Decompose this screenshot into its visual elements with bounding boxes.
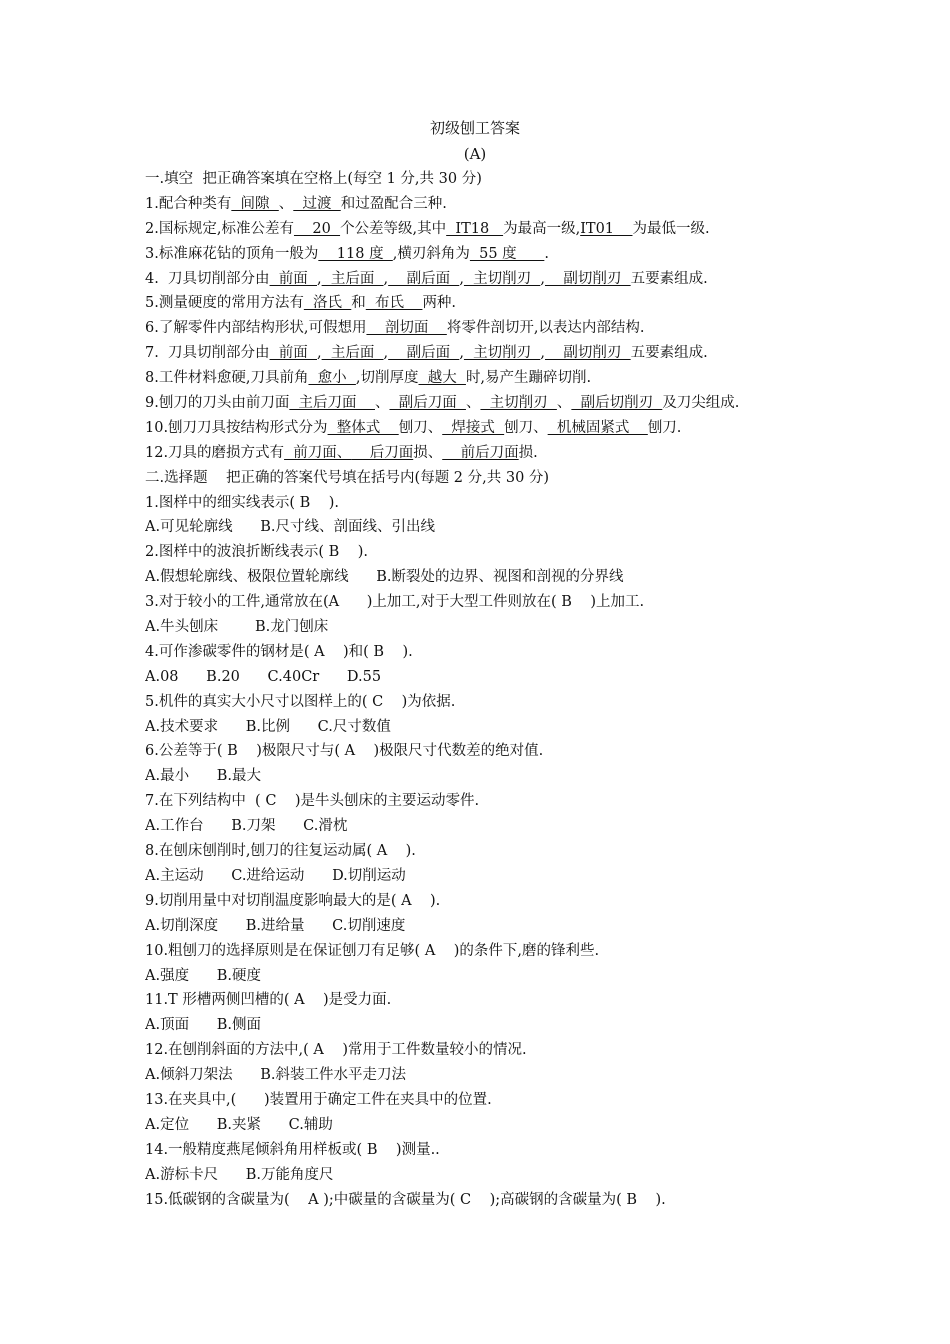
text-line xyxy=(145,540,925,565)
line-text: , xyxy=(459,270,464,287)
line-text: , xyxy=(540,345,545,362)
text-line xyxy=(145,192,925,217)
text-line xyxy=(145,1188,925,1213)
line-text: 9.切削用量中对切削温度影响最大的是( A ). xyxy=(145,892,441,909)
line-text: 二.选择题 把正确的答案代号填在括号内(每题 2 分,共 30 分) xyxy=(145,469,550,486)
text-line xyxy=(145,1063,925,1088)
text-line xyxy=(145,441,925,466)
text-line xyxy=(145,1138,925,1163)
line-text: A.顶面 B.侧面 xyxy=(145,1017,261,1034)
line-text: 刨刀. xyxy=(647,419,682,436)
text-line xyxy=(145,391,925,416)
text-line xyxy=(145,864,925,889)
text-line xyxy=(145,1013,925,1038)
answer-blank: 副后面 xyxy=(388,270,460,287)
text-line xyxy=(145,715,925,740)
line-text: 一.填空 把正确答案填在空格上(每空 1 分,共 30 分) xyxy=(145,171,482,187)
answer-blank: 主后面 xyxy=(321,345,384,362)
line-text: 11.T 形槽两侧凹槽的( A )是受力面. xyxy=(145,992,392,1009)
answer-blank: 主后刀面 xyxy=(289,395,375,412)
text-line xyxy=(145,1088,925,1113)
line-text: A.切削深度 B.进给量 C.切削速度 xyxy=(145,917,406,934)
line-text: . xyxy=(544,245,549,262)
line-text: A.主运动 C.进给运动 D.切削运动 xyxy=(145,867,406,884)
text-line xyxy=(145,939,925,964)
line-text: , xyxy=(317,345,322,362)
line-text: A.游标卡尺 B.万能角度尺 xyxy=(145,1166,334,1183)
answer-lines xyxy=(145,167,925,1212)
text-line xyxy=(145,640,925,665)
line-text: 时,易产生蹦碎切削. xyxy=(465,370,592,387)
text-line xyxy=(145,914,925,939)
line-text: ,横刃斜角为 xyxy=(392,245,470,262)
line-text: A.工作台 B.刀架 C.滑枕 xyxy=(145,818,348,835)
line-text: 为最高一级, xyxy=(503,220,581,237)
document-title: 初级刨工答案 xyxy=(429,119,520,137)
text-line xyxy=(145,814,925,839)
answer-blank: 整体式 xyxy=(327,419,399,436)
line-text: 10.粗刨刀的选择原则是在保证刨刀有足够( A )的条件下,磨的锋利些. xyxy=(145,942,600,959)
answer-blank: 越大 xyxy=(418,370,466,387)
text-line xyxy=(145,839,925,864)
line-text: 4. 刀具切削部分由 xyxy=(145,270,270,287)
line-text: 6.了解零件内部结构形状,可假想用 xyxy=(145,320,367,337)
text-line xyxy=(145,167,925,192)
answer-blank: 前刀面、 xyxy=(284,444,352,461)
text-line xyxy=(145,889,925,914)
line-text: , xyxy=(317,270,322,287)
line-text: 1.图样中的细实线表示( B ). xyxy=(145,494,339,511)
text-line xyxy=(145,1163,925,1188)
line-text: 2.国标规定,标准公差有 xyxy=(145,220,294,237)
line-text: 五要素组成. xyxy=(630,345,708,362)
answer-blank: 后刀面 xyxy=(351,444,414,461)
line-text: , xyxy=(540,270,545,287)
line-text: A.倾斜刀架法 B.斜装工件水平走刀法 xyxy=(145,1067,406,1084)
answer-blank: 副切削刃 xyxy=(544,345,631,362)
line-text: 13.在夹具中,( )装置用于确定工件在夹具中的位置. xyxy=(145,1091,492,1108)
answer-blank: 主后面 xyxy=(321,270,384,287)
text-line xyxy=(145,267,925,292)
answer-blank: 机械固紧式 xyxy=(547,419,648,436)
text-line xyxy=(145,416,925,441)
line-text: 8.工件材料愈硬,刀具前角 xyxy=(145,370,309,387)
line-text: 3.对于较小的工件,通常放在(A )上加工,对于大型工件则放在( B )上加工. xyxy=(145,594,645,611)
line-text: 7. 刀具切削部分由 xyxy=(145,345,270,362)
text-line xyxy=(145,690,925,715)
answer-blank: 焊接式 xyxy=(442,419,505,436)
line-text: ,切削厚度 xyxy=(355,370,419,387)
line-text: 14.一般精度燕尾倾斜角用样板或( B )测量.. xyxy=(145,1141,440,1158)
line-text: A.假想轮廓线、极限位置轮廓线 B.断裂处的边界、视图和剖视的分界线 xyxy=(145,569,624,586)
line-text: 12.刀具的磨损方式有 xyxy=(145,444,285,461)
line-text: 9.刨刀的刀头由前刀面 xyxy=(145,395,290,412)
text-line xyxy=(145,491,925,516)
answer-blank: 前面 xyxy=(269,270,317,287)
text-line xyxy=(145,341,925,366)
answer-blank: 20 xyxy=(293,220,341,237)
text-line xyxy=(145,1113,925,1138)
line-text: 10.刨刀刀具按结构形式分为 xyxy=(145,419,328,436)
line-text: , xyxy=(459,345,464,362)
answer-blank: 副切削刃 xyxy=(544,270,631,287)
line-text: , xyxy=(383,270,389,287)
line-text: , xyxy=(383,345,389,362)
answer-blank: IT01 xyxy=(580,220,633,237)
text-line xyxy=(145,665,925,690)
line-text: 和过盈配合三种. xyxy=(340,195,447,212)
answer-blank: 愈小 xyxy=(308,370,356,387)
line-text: A.最小 B.最大 xyxy=(145,768,261,785)
text-line xyxy=(145,217,925,242)
line-text: 1.配合种类有 xyxy=(145,195,232,212)
line-text: 将零件剖切开,以表达内部结构. xyxy=(446,320,645,337)
line-text: 7.在下列结构中 ( C )是牛头刨床的主要运动零件. xyxy=(145,793,480,810)
text-line xyxy=(145,515,925,540)
line-text: 两种. xyxy=(422,295,457,312)
line-text: 、 xyxy=(278,195,294,212)
line-text: 刨刀、 xyxy=(504,419,548,436)
document-subtitle: (A) xyxy=(463,145,487,163)
line-text: 5.测量硬度的常用方法有 xyxy=(145,295,304,312)
answer-blank: 副后切削刃 xyxy=(571,395,663,412)
line-text: 五要素组成. xyxy=(630,270,708,287)
text-line xyxy=(145,739,925,764)
line-text: 为最低一级. xyxy=(632,220,710,237)
text-line xyxy=(145,1038,925,1063)
answer-blank: 主切削刃 xyxy=(463,345,541,362)
text-line xyxy=(145,590,925,615)
answer-blank: 布氏 xyxy=(365,295,423,312)
line-text: 、 xyxy=(375,395,390,412)
answer-blank: 55 度 xyxy=(469,245,545,262)
line-text: 12.在刨削斜面的方法中,( A )常用于工件数量较小的情况. xyxy=(145,1042,527,1059)
answer-blank: 洛氏 xyxy=(303,295,352,312)
answer-blank: 前面 xyxy=(269,345,317,362)
text-line xyxy=(145,466,925,491)
line-text: 15.低碳钢的含碳量为( A );中碳量的含碳量为( C );高碳钢的含碳量为( B ). xyxy=(145,1191,666,1208)
answer-blank: 副后面 xyxy=(388,345,460,362)
answer-blank: 主切削刃 xyxy=(480,395,557,412)
line-text: A.定位 B.夹紧 C.辅助 xyxy=(145,1116,333,1133)
line-text: A.可见轮廓线 B.尺寸线、剖面线、引出线 xyxy=(145,519,435,536)
line-text: 8.在刨床刨削时,刨刀的往复运动属( A ). xyxy=(145,843,416,860)
text-line xyxy=(145,789,925,814)
text-line xyxy=(145,964,925,989)
line-text: 2.图样中的波浪折断线表示( B ). xyxy=(145,544,368,561)
answer-blank: 主切削刃 xyxy=(463,270,541,287)
line-text: 刨刀、 xyxy=(398,419,443,436)
line-text: A.技术要求 B.比例 C.尺寸数值 xyxy=(145,718,391,735)
text-line xyxy=(145,366,925,391)
line-text: 损、 xyxy=(413,444,443,461)
line-text: 个公差等级,其中 xyxy=(340,220,447,237)
line-text: 、 xyxy=(556,395,572,412)
line-text: 及刀尖组成. xyxy=(662,395,740,412)
line-text: 6.公差等于( B )极限尺寸与( A )极限尺寸代数差的绝对值. xyxy=(145,743,544,760)
text-line xyxy=(145,316,925,341)
answer-blank: 过渡 xyxy=(293,195,341,212)
answer-blank: 剖切面 xyxy=(366,320,447,337)
answer-blank: IT18 xyxy=(446,220,504,237)
line-text: 和 xyxy=(351,295,366,312)
text-line xyxy=(145,291,925,316)
line-text: 3.标准麻花钻的顶角一般为 xyxy=(145,245,319,262)
line-text: 4.可作渗碳零件的钢材是( A )和( B ). xyxy=(145,643,413,660)
text-line xyxy=(145,615,925,640)
answer-blank: 前后刀面 xyxy=(442,444,519,461)
line-text: 、 xyxy=(465,395,481,412)
text-line xyxy=(145,242,925,267)
answer-blank: 间隙 xyxy=(231,195,279,212)
line-text: 5.机件的真实大小尺寸以图样上的( C )为依据. xyxy=(145,693,456,710)
line-text: 损. xyxy=(518,444,538,461)
answer-blank: 副后刀面 xyxy=(389,395,466,412)
text-line xyxy=(145,764,925,789)
text-line xyxy=(145,988,925,1013)
text-line xyxy=(145,565,925,590)
answer-blank: 118 度 xyxy=(318,245,393,262)
line-text: A.牛头刨床 B.龙门刨床 xyxy=(145,619,329,636)
line-text: A.08 B.20 C.40Cr D.55 xyxy=(145,668,382,685)
line-text: A.强度 B.硬度 xyxy=(145,967,261,984)
